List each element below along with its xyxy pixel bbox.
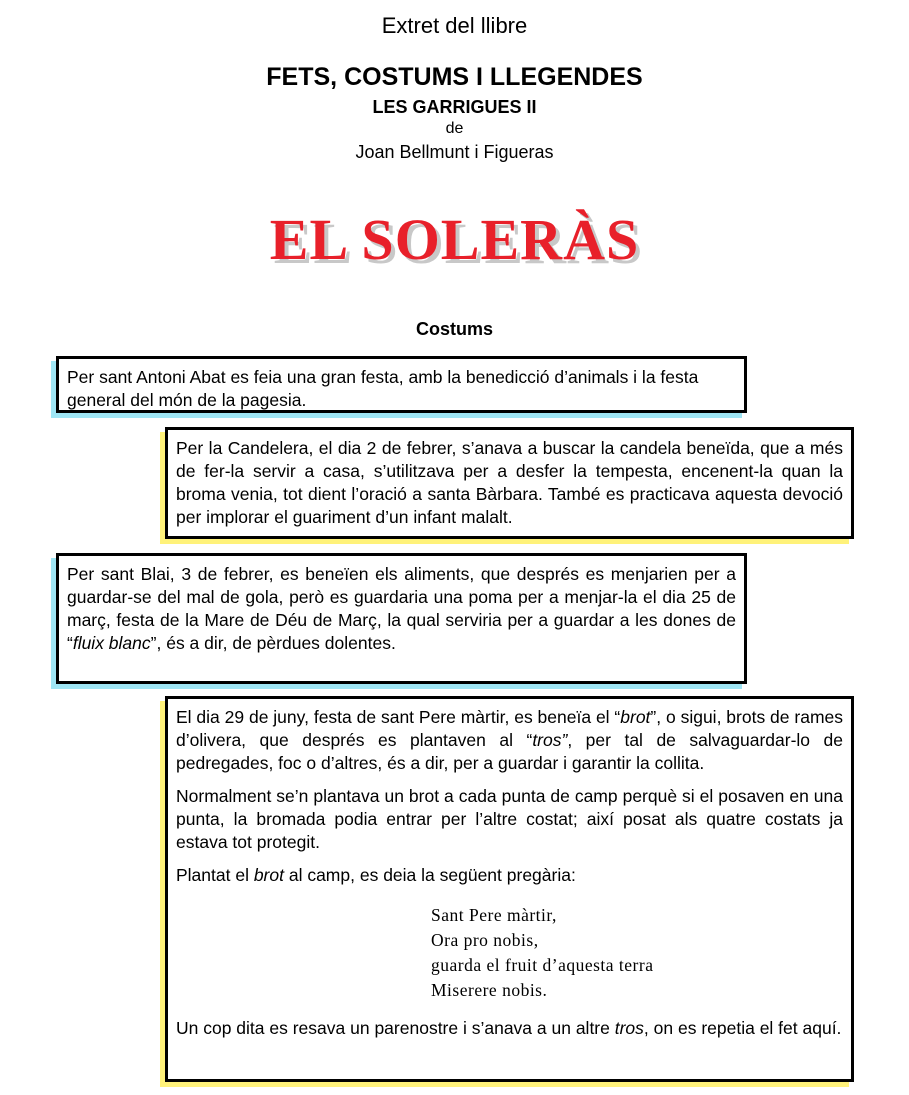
paragraph xyxy=(176,864,843,887)
extract-label: Extret del llibre xyxy=(381,13,528,38)
paragraph xyxy=(176,1017,843,1040)
poem-line: Ora pro nobis, xyxy=(431,930,539,950)
poem-line: guarda el fruit d’aquesta terra xyxy=(431,955,654,975)
italic-term: brot xyxy=(253,865,284,885)
text-run: ”, o sigui, brots de rames d’olivera, que després es plantaven al “ xyxy=(176,707,844,750)
text-run: Un cop dita es resava un parenostre i s’anava a un altre xyxy=(176,1018,615,1038)
author-name: Joan Bellmunt i Figueras xyxy=(355,142,554,162)
book-subtitle: LES GARRIGUES II xyxy=(372,97,537,117)
text-run: Per sant Blai, 3 de febrer, es beneïen els aliments, que després es menjarien per a guardar-se del mal de gola, però es guardaria una poma per a menjar-la el dia 25 de març, festa de la Mare de Déu de Març, la qual serviria per a guardar a les dones de “ xyxy=(67,564,736,653)
prayer-poem xyxy=(431,903,843,1003)
poem-line: Sant Pere màrtir, xyxy=(431,905,557,925)
by-label: de xyxy=(445,120,464,137)
text-run: ”, és a dir, de pèrdues dolentes. xyxy=(150,633,396,653)
box-text xyxy=(67,563,736,655)
italic-term: brot xyxy=(620,707,651,727)
italic-term: tros xyxy=(614,1018,644,1038)
box-text: Per sant Antoni Abat es feia una gran festa, amb la benedicció d’animals i la festa general del món de la pagesia. xyxy=(67,367,699,410)
poem-line: Miserere nobis. xyxy=(431,980,548,1000)
italic-term: fluix blanc xyxy=(72,633,151,653)
box-text: Per la Candelera, el dia 2 de febrer, s’anava a buscar la candela beneïda, que a més de fer-la servir a casa, s’utilitzava per a desfer la tempesta, encenent-la quan la broma venia, tot dient l’oració a santa Bàrbara. També es practicava aquesta devoció per implorar el guariment d’un infant malalt. xyxy=(176,438,843,527)
text-run: , per tal de salvaguardar-lo de pedregades, foc o d’altres, és a dir, per a guardar i garantir la collita. xyxy=(176,730,843,773)
text-run: al camp, es deia la següent pregària: xyxy=(283,865,576,885)
paragraph: Normalment se’n plantava un brot a cada punta de camp perquè si el posaven en una punta, la bromada podia entrar per l’altre costat; així posat als quatre costats ja estava tot protegit. xyxy=(176,786,843,852)
custom-box-candelera xyxy=(165,427,854,539)
book-title: FETS, COSTUMS I LLEGENDES xyxy=(266,63,643,91)
text-run: El dia 29 de juny, festa de sant Pere màrtir, es beneïa el “ xyxy=(176,707,621,727)
custom-box-sant-pere xyxy=(165,696,854,1082)
text-run: , on es repetia el fet aquí. xyxy=(643,1018,842,1038)
italic-term: tros” xyxy=(532,730,568,750)
text-run: Plantat el xyxy=(176,865,254,885)
section-heading: Costums xyxy=(415,319,493,339)
custom-box-sant-blai xyxy=(56,553,747,684)
custom-box-sant-antoni xyxy=(56,356,747,413)
paragraph xyxy=(176,706,843,775)
main-title: EL SOLERÀS xyxy=(269,207,640,272)
